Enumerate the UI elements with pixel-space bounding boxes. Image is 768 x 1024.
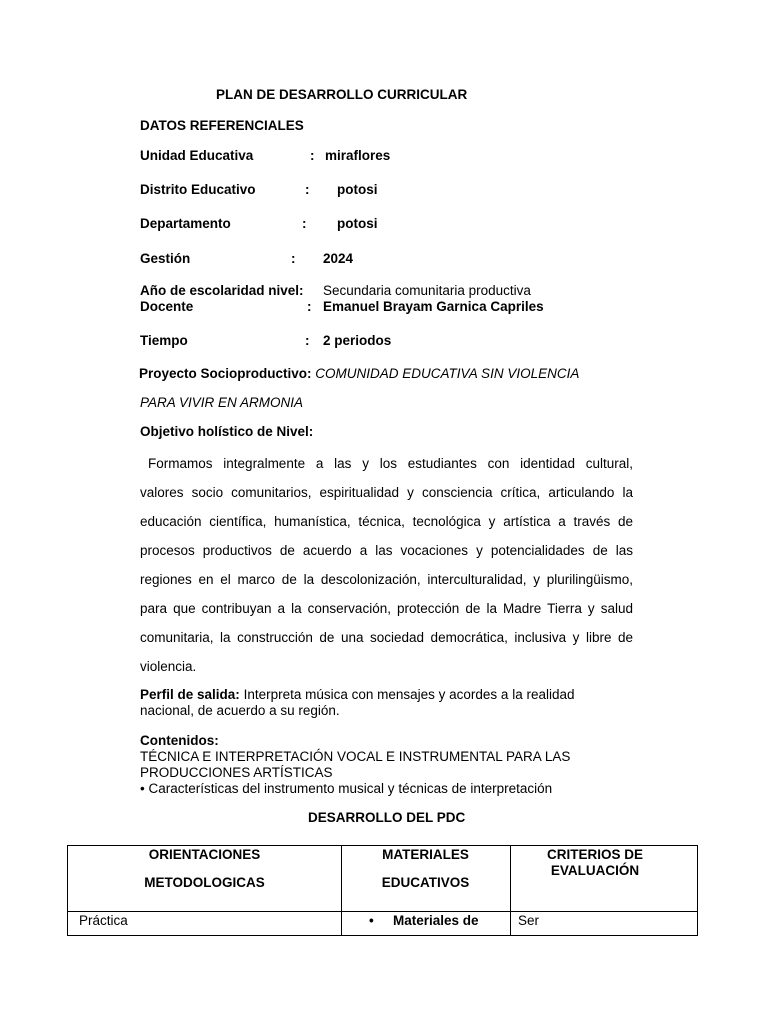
field-label: Distrito Educativo (140, 182, 256, 197)
field-label: Unidad Educativa (140, 148, 254, 163)
field-separator: : (305, 182, 310, 197)
contenidos-block (140, 733, 630, 797)
field-separator: : (305, 333, 310, 348)
table-row-divider (68, 911, 697, 912)
header-text: EVALUACIÓN (550, 863, 640, 878)
field-value: Emanuel Brayam Garnica Capriles (323, 299, 544, 314)
paragraph-line: para que contribuyan a la conservación, protección de la Madre Tierra y salud (140, 601, 633, 616)
contenidos-line: PRODUCCIONES ARTÍSTICAS (140, 765, 333, 780)
field-label: Docente (140, 299, 194, 314)
proyecto-socioproductivo (139, 366, 579, 381)
field-value: 2024 (323, 251, 354, 266)
cell-materiales: Materiales de (393, 913, 479, 928)
contenidos-line: • Características del instrumento musical y técnicas de interpretación (140, 781, 553, 796)
field-label: Tiempo (140, 333, 188, 348)
proyecto-value: COMUNIDAD EDUCATIVA SIN VIOLENCIA (315, 366, 580, 381)
paragraph-line: educación científica, humanística, técnica, tecnológica y artística a través de (140, 514, 633, 529)
bullet-icon: • (369, 913, 374, 928)
field-value: potosi (337, 182, 378, 197)
field-separator: : (307, 299, 312, 314)
header-text: CRITERIOS DE (546, 847, 643, 862)
cell-practica: Práctica (79, 913, 128, 928)
proyecto-label: Proyecto Socioproductivo: (139, 366, 312, 381)
desarrollo-pdc-title: DESARROLLO DEL PDC (308, 810, 466, 825)
header-text: EDUCATIVOS (381, 875, 470, 890)
pdc-table (67, 845, 698, 936)
field-value: miraflores (325, 148, 391, 163)
paragraph-line: valores socio comunitarios, espiritualidad y consciencia crítica, articulando la (140, 485, 633, 500)
field-value: 2 periodos (323, 333, 392, 348)
header-text: MATERIALES (382, 847, 469, 862)
proyecto-value-continued: PARA VIVIR EN ARMONIA (140, 395, 304, 410)
header-text: ORIENTACIONES (148, 847, 261, 862)
perfil-de-salida (140, 687, 620, 719)
field-label: Año de escolaridad nivel: (140, 283, 304, 298)
perfil-label: Perfil de salida: (140, 687, 240, 702)
field-label: Gestión (140, 251, 191, 266)
cell-ser: Ser (518, 913, 540, 928)
field-separator: : (310, 148, 315, 163)
header-criterios (510, 847, 680, 879)
perfil-value: Interpreta música con mensajes y acordes a la realidad (243, 687, 575, 702)
perfil-value-continued: nacional, de acuerdo a su región. (140, 703, 340, 718)
paragraph-line: Formamos integralmente a las y los estudiantes con identidad cultural, (148, 456, 633, 471)
field-label: Departamento (140, 216, 231, 231)
field-value: Secundaria comunitaria productiva (323, 283, 531, 298)
section-datos-referenciales: DATOS REFERENCIALES (140, 118, 304, 133)
paragraph-line: comunitaria, la construcción de una sociedad democrática, inclusiva y libre de (140, 630, 633, 645)
header-orientaciones (68, 847, 341, 891)
header-materiales (341, 847, 510, 891)
contenidos-line: TÉCNICA E INTERPRETACIÓN VOCAL E INSTRUMENTAL PARA LAS (140, 749, 571, 764)
objetivo-holistico-label: Objetivo holístico de Nivel: (140, 424, 314, 439)
field-separator: : (302, 216, 307, 231)
header-text: METODOLOGICAS (144, 875, 265, 890)
contenidos-label: Contenidos: (140, 733, 219, 748)
document-title: PLAN DE DESARROLLO CURRICULAR (216, 87, 468, 102)
objetivo-holistico-paragraph (140, 449, 633, 681)
paragraph-line: violencia. (140, 659, 197, 674)
field-separator: : (291, 251, 296, 266)
paragraph-line: regiones en el marco de la descolonización, interculturalidad, y plurilingüismo, (140, 572, 633, 587)
field-value: potosi (337, 216, 378, 231)
paragraph-line: procesos productivos de acuerdo a las vocaciones y potencialidades de las (140, 543, 633, 558)
